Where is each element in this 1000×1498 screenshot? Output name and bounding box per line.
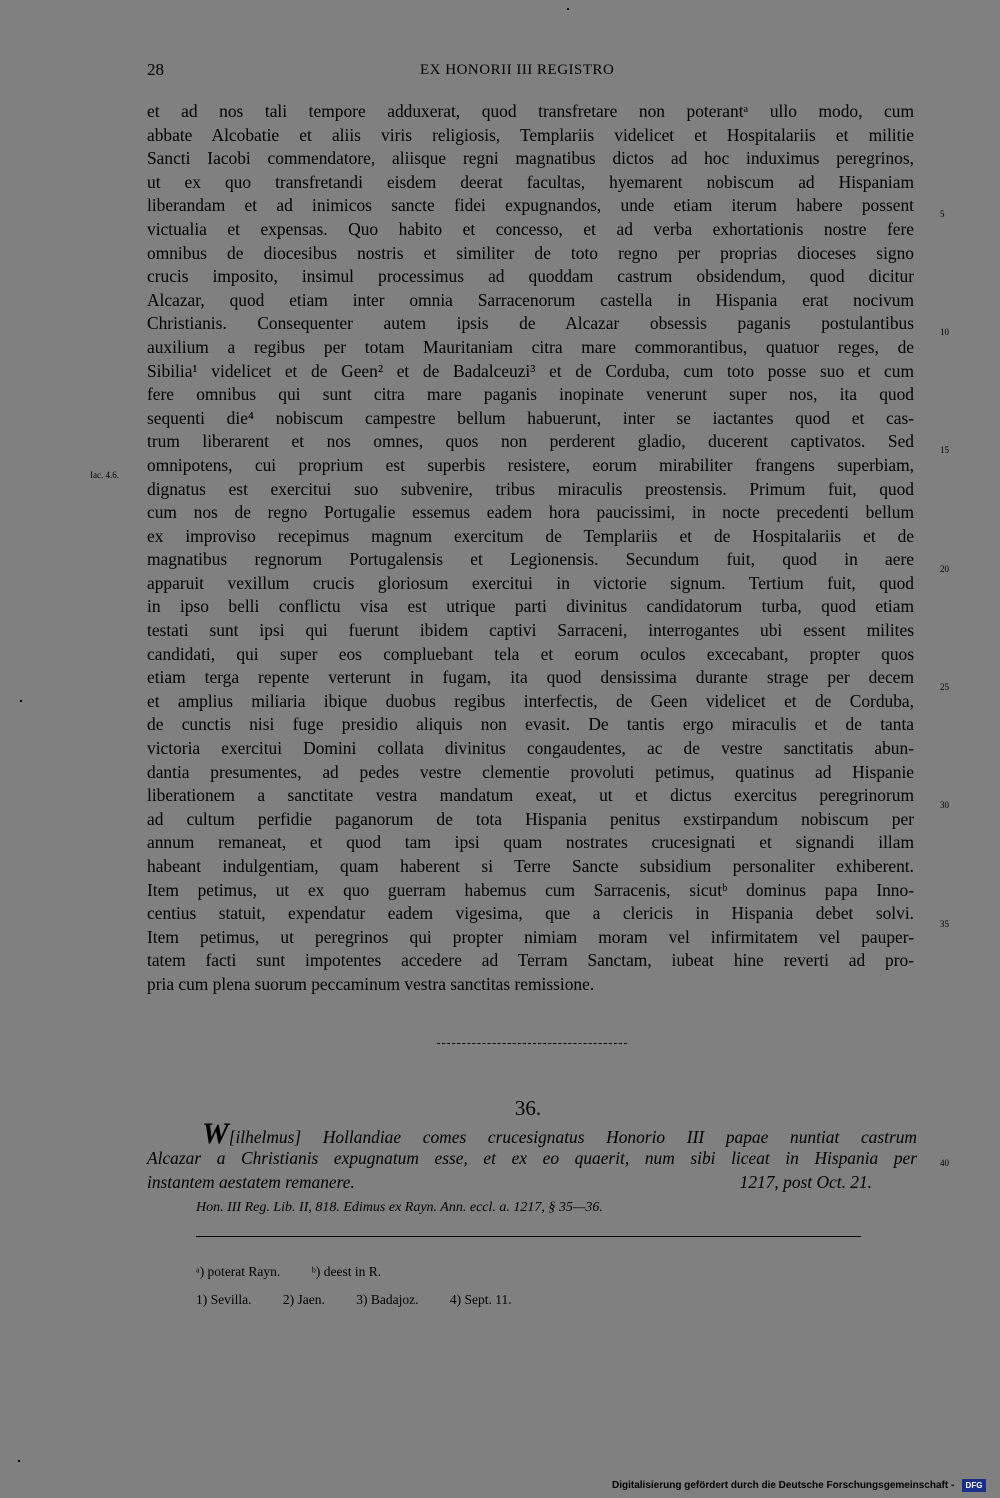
initial-letter: W bbox=[202, 1117, 229, 1150]
line-number: 10 bbox=[940, 327, 949, 337]
text-line: in ipso belli conflictu visa est utrique parti divinitus candidatorum turba, quod etiam bbox=[147, 596, 914, 617]
line-number: 5 bbox=[940, 209, 945, 219]
line-number: 40 bbox=[940, 1158, 949, 1168]
text-line: de cunctis nisi fuge presidio aliquis non evasit. De tantis ergo miraculis et de tanta bbox=[147, 714, 914, 735]
text-line: Item petimus, ut peregrinos qui propter nimiam moram vel infirmitatem vel pauper- bbox=[147, 926, 914, 947]
text-line: ad cultum perfidie paganorum de tota Hispania penitus exstirpandum nobiscum per bbox=[147, 808, 914, 829]
text-line: omnibus de diocesibus nostris et similiter de toto regno per proprias dioceses signo bbox=[147, 242, 914, 263]
text-line: Sibilia¹ videlicet et de Geen² et de Badalceuzi³ et de Corduba, cum toto posse suo et cum bbox=[147, 360, 914, 381]
text-line: Alcazar, quod etiam inter omnia Sarracenorum castella in Hispania erat nocivum bbox=[147, 289, 914, 310]
text-line: Item petimus, ut ex quo guerram habemus cum Sarracenis, sicutᵇ dominus papa Inno- bbox=[147, 879, 914, 900]
text-line: magnatibus regnorum Portugalensis et Legionensis. Secundum fuit, quod in aere bbox=[147, 549, 914, 570]
dfg-logo: DFG bbox=[962, 1479, 986, 1492]
text-line: liberandam et ad inimicos sancte fidei expugnandos, unde etiam iterum habere possent bbox=[147, 195, 914, 216]
regest-line: Alcazar a Christianis expugnatum esse, et ex eo quaerit, num sibi liceat in Hispania per bbox=[147, 1148, 917, 1168]
text-line: tatem facti sunt impotentes accedere ad Terram Sanctam, iubeat hine reverti ad pro- bbox=[147, 950, 914, 971]
text-line: et ad nos tali tempore adduxerat, quod transfretare non poterantᵃ ullo modo, cum bbox=[147, 101, 914, 121]
text-line: cum nos de regno Portugalie essemus eadem hora paucissimi, in nocte precedenti bellum bbox=[147, 502, 914, 523]
regest-line bbox=[147, 1170, 917, 1194]
regest-date: 1217, post Oct. 21. bbox=[739, 1172, 872, 1192]
text-line: crucis imposito, insimul processimus ad quoddam castrum obsidendum, quod dicitur bbox=[147, 266, 914, 287]
digitization-credit: Digitalisierung gefördert durch die Deutsche Forschungsgemeinschaft - bbox=[612, 1480, 955, 1491]
scan-speck bbox=[18, 1460, 20, 1462]
text-line: habeant indulgentiam, quam haberent si Terre Sancte subsidium personaliter exhiberent. bbox=[147, 856, 914, 876]
text-line: abbate Alcobatie et aliis viris religiosis, Templariis videlicet et Hospitalariis et militie bbox=[147, 124, 914, 145]
footnotes bbox=[196, 1258, 540, 1314]
text-line: dignatus est exercitui suo subvenire, tribus miraculis preostensis. Primum fuit, quod bbox=[147, 478, 914, 499]
footnote: 1) Sevilla. bbox=[196, 1292, 252, 1307]
text-line: annum remaneat, et quod tam ipsi quam nostrates crucesignati et signandi illam bbox=[147, 832, 914, 853]
text-line: dantia presumentes, ad pedes vestre clementie provoluti petimus, quatinus ad Hispanie bbox=[147, 761, 914, 782]
scan-speck bbox=[20, 700, 22, 702]
line-number: 25 bbox=[940, 682, 949, 692]
line-number: 20 bbox=[940, 564, 949, 574]
main-text bbox=[147, 100, 914, 997]
section-separator bbox=[437, 1043, 627, 1044]
text-line: victualia et expensas. Quo habito et concesso, et ad verba exhortationis nostre fere bbox=[147, 218, 914, 239]
text-line: auxilium a regibus per totam Mauritaniam citra mare commorantibus, quatuor reges, de bbox=[147, 336, 914, 357]
text-line: fere omnibus qui sunt citra mare paganis inopinate venerunt super nos, ita quod bbox=[147, 384, 914, 405]
text-line: victoria exercitui Domini collata divinitus congaudentes, ac de vestre sanctitatis abun- bbox=[147, 738, 914, 759]
footnote: ᵇ) deest in R. bbox=[311, 1264, 382, 1279]
line-number: 30 bbox=[940, 800, 949, 810]
regest-text: instantem aestatem remanere. bbox=[147, 1172, 355, 1192]
critical-footnotes bbox=[196, 1258, 540, 1286]
text-line: sequenti die⁴ nobiscum campestre bellum habuerunt, inter se iactantes quod et cas- bbox=[147, 407, 914, 428]
running-title: EX HONORII III REGISTRO bbox=[420, 62, 615, 78]
historical-footnotes bbox=[196, 1286, 540, 1314]
text-line: testati sunt ipsi qui fuerunt ibidem captivi Sarraceni, interrogantes ubi essent milites bbox=[147, 620, 914, 641]
text-line: et amplius miliaria ibique duobus regibus interfectis, de Geen videlicet et de Corduba, bbox=[147, 690, 914, 711]
regest-text: [ilhelmus] Hollandiae comes crucesignatus Honorio III papae nuntiat castrum bbox=[228, 1127, 917, 1147]
text-line: trum liberarent et nos omnes, quos non perderent gladio, ducerent captivatos. Sed bbox=[147, 431, 914, 452]
regest-line bbox=[147, 1117, 917, 1150]
scan-speck bbox=[567, 8, 569, 10]
line-number: 15 bbox=[940, 445, 949, 455]
text-line: etiam terga repente verterunt in fugam, ita quod densissima durante strage per decem bbox=[147, 667, 914, 688]
footnote-rule bbox=[196, 1236, 861, 1237]
footnote: 3) Badajoz. bbox=[356, 1292, 419, 1307]
footnote: 2) Jaen. bbox=[282, 1292, 325, 1307]
text-line: candidati, qui super eos compluebant tela et eorum oculos excecabant, propter quos bbox=[147, 643, 914, 664]
source-citation: Hon. III Reg. Lib. II, 818. Edimus ex Rayn. Ann. eccl. a. 1217, § 35—36. bbox=[196, 1200, 603, 1215]
text-line: centius statuit, expendatur eadem vigesima, que a clericis in Hispania debet solvi. bbox=[147, 903, 914, 924]
page-number: 28 bbox=[147, 60, 164, 79]
margin-reference: Iac. 4.6. bbox=[90, 470, 119, 480]
text-line: Christianis. Consequenter autem ipsis de Alcazar obsessis paganis postulantibus bbox=[147, 313, 914, 334]
text-line: ex improviso recepimus magnum exercitum de Templariis et de Hospitalariis et de bbox=[147, 525, 914, 546]
text-line: apparuit vexillum crucis gloriosum exercitui in victorie signum. Tertium fuit, quod bbox=[147, 572, 914, 593]
line-number: 35 bbox=[940, 919, 949, 929]
document-number: 36. bbox=[514, 1096, 542, 1120]
text-line: liberationem a sanctitate vestra mandatum exeat, ut et dictus exercitus peregrinorum bbox=[147, 785, 914, 806]
regest bbox=[147, 1117, 917, 1194]
text-line: ut ex quo transfretandi eisdem deerat facultas, hyemarent nobiscum ad Hispaniam bbox=[147, 171, 914, 192]
text-line: omnipotens, cui proprium est superbis resistere, eorum mirabiliter frangens superbiam, bbox=[147, 454, 914, 475]
footnote: 4) Sept. 11. bbox=[449, 1292, 512, 1307]
text-line: pria cum plena suorum peccaminum vestra sanctitas remissione. bbox=[147, 973, 595, 994]
footnote: ᵃ) poterat Rayn. bbox=[196, 1264, 281, 1279]
text-line: Sancti Iacobi commendatore, aliisque regni magnatibus dictos ad hoc induximus peregrinos, bbox=[147, 148, 914, 169]
